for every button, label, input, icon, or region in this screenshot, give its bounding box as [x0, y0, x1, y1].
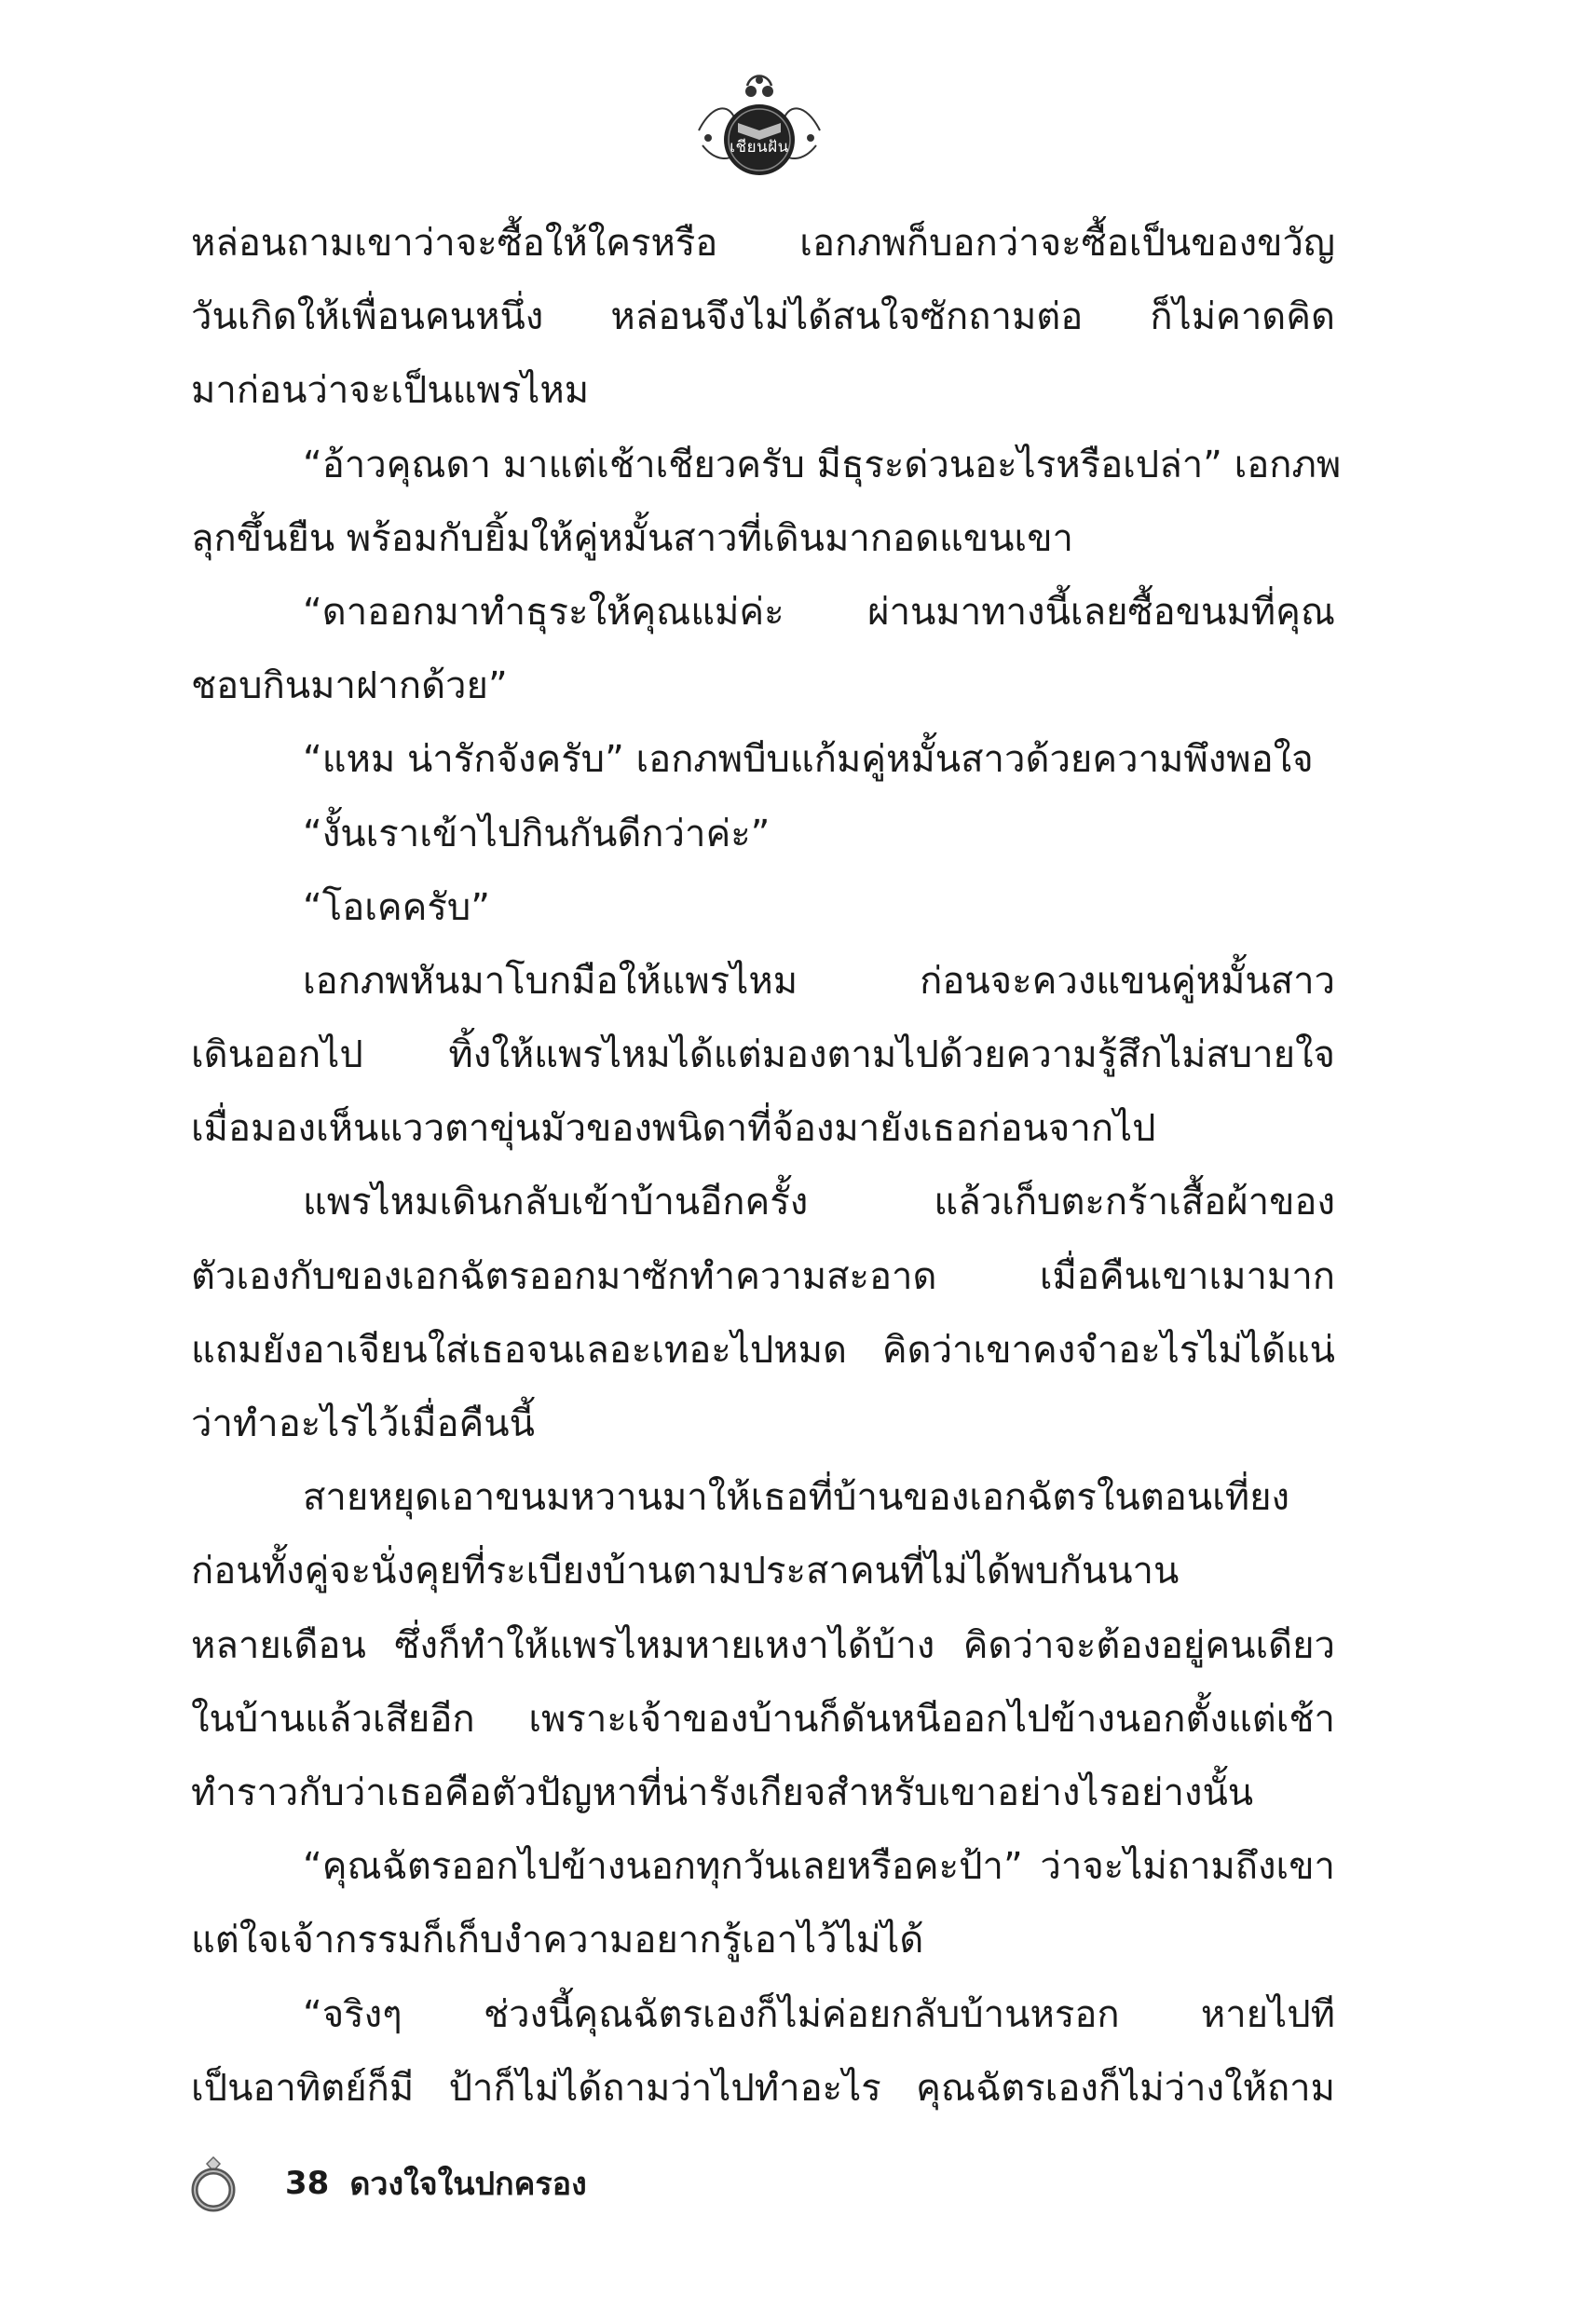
text-line: เมื่อมองเห็นแววตาขุ่นมัวของพนิดาที่จ้องมายังเธอก่อนจากไป	[191, 1107, 1156, 1151]
text-line: หล่อนถามเขาว่าจะซื้อให้ใครหรือ เอกภพก็บอกว่าจะซื้อเป็นของขวัญ	[191, 222, 1335, 265]
book-title: ดวงใจในปกครอง	[349, 2166, 587, 2203]
diamond-ring-icon	[186, 2154, 240, 2212]
text-line: ก่อนทั้งคู่จะนั่งคุยที่ระเบียงบ้านตามประสาคนที่ไม่ได้พบกันนาน	[191, 1550, 1180, 1593]
text-line: ทำราวกับว่าเธอคือตัวปัญหาที่น่ารังเกียจสำหรับเขาอย่างไรอย่างนั้น	[191, 1771, 1254, 1814]
text-line: แถมยังอาเจียนใส่เธอจนเลอะเทอะไปหมด คิดว่าเขาคงจำอะไรไม่ได้แน่	[191, 1328, 1335, 1372]
text-line: “งั้นเราเข้าไปกินกันดีกว่าค่ะ”	[303, 812, 771, 855]
text-line: “อ้าวคุณดา มาแต่เช้าเชียวครับ มีธุระด่วนอะไรหรือเปล่า” เอกภพ	[303, 443, 1342, 486]
text-line: เป็นอาทิตย์ก็มี ป้าก็ไม่ได้ถามว่าไปทำอะไร คุณฉัตรเองก็ไม่ว่างให้ถาม	[191, 2066, 1335, 2110]
text-line: แพรไหมเดินกลับเข้าบ้านอีกครั้ง แล้วเก็บตะกร้าเสื้อผ้าของ	[303, 1181, 1335, 1224]
text-line: “ดาออกมาทำธุระให้คุณแม่ค่ะ ผ่านมาทางนี้เลยซื้อขนมที่คุณ	[303, 590, 1335, 634]
text-line: แต่ใจเจ้ากรรมก็เก็บงำความอยากรู้เอาไว้ไม่ได้	[191, 1919, 924, 1962]
text-line: มาก่อนว่าจะเป็นแพรไหม	[191, 369, 590, 413]
text-line: ตัวเองกับของเอกฉัตรออกมาซักทำความสะอาด เมื่อคืนเขาเมามาก	[191, 1254, 1335, 1298]
text-line: ว่าทำอะไรไว้เมื่อคืนนี้	[191, 1402, 535, 1445]
text-line: ชอบกินมาฝากด้วย”	[191, 664, 508, 708]
text-line: สายหยุดเอาขนมหวานมาให้เธอที่บ้านของเอกฉัตรในตอนเที่ยง	[303, 1476, 1290, 1520]
text-line: “จริงๆ ช่วงนี้คุณฉัตรเองก็ไม่ค่อยกลับบ้านหรอก หายไปที	[303, 1992, 1335, 2036]
page-footer	[186, 2153, 587, 2214]
page-number: 38	[285, 2165, 330, 2202]
publisher-logo-emblem-icon	[689, 65, 829, 177]
text-line: หลายเดือน ซึ่งก็ทำให้แพรไหมหายเหงาได้บ้าง คิดว่าจะต้องอยู่คนเดียว	[191, 1623, 1335, 1667]
text-line: “โอเคครับ”	[303, 885, 491, 929]
body-text	[191, 207, 1342, 2126]
text-line: “แหม น่ารักจังครับ” เอกภพบีบแก้มคู่หมั้นสาวด้วยความพึงพอใจ	[303, 738, 1314, 782]
text-line: วันเกิดให้เพื่อนคนหนึ่ง หล่อนจึงไม่ได้สนใจซักถามต่อ ก็ไม่คาดคิด	[191, 295, 1335, 339]
text-line: ในบ้านแล้วเสียอีก เพราะเจ้าของบ้านก็ดันหนีออกไปข้างนอกตั้งแต่เช้า	[191, 1697, 1335, 1741]
text-line: เดินออกไป ทิ้งให้แพรไหมได้แต่มองตามไปด้วยความรู้สึกไม่สบายใจ	[191, 1033, 1335, 1077]
text-line: ลุกขึ้นยืน พร้อมกับยิ้มให้คู่หมั้นสาวที่เดินมากอดแขนเขา	[191, 516, 1073, 560]
text-line: เอกภพหันมาโบกมือให้แพรไหม ก่อนจะควงแขนคู่หมั้นสาว	[303, 959, 1335, 1003]
publisher-logo-text: เชียนฝัน	[730, 138, 789, 157]
publisher-logo	[689, 65, 829, 177]
text-line: “คุณฉัตรออกไปข้างนอกทุกวันเลยหรือคะป้า” ว่าจะไม่ถามถึงเขา	[303, 1845, 1335, 1889]
